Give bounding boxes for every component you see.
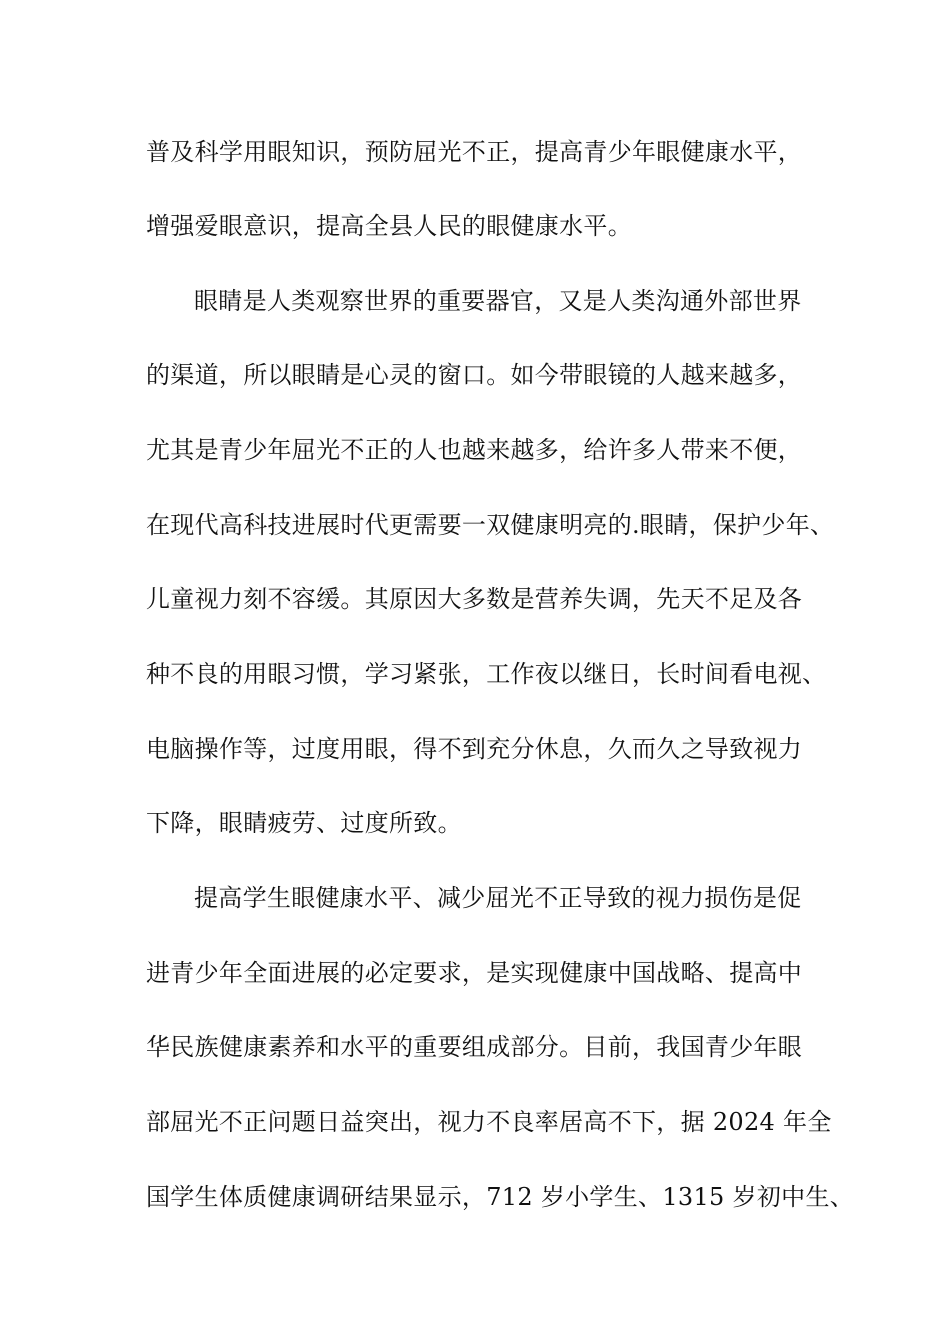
text-line: 尤其是青少年屈光不正的人也越来越多，给许多人带来不便， [146,436,803,464]
paragraph-start-line: 提高学生眼健康水平、减少屈光不正导致的视力损伤是促 [194,884,802,912]
text-line: 儿童视力刻不容缓。其原因大多数是营养失调，先天不足及各 [146,585,803,613]
text-line: 普及科学用眼知识，预防屈光不正，提高青少年眼健康水平， [146,138,803,166]
paragraph-start-line: 眼睛是人类观察世界的重要器官，又是人类沟通外部世界 [194,287,802,315]
text-line: 电脑操作等，过度用眼，得不到充分休息，久而久之导致视力 [146,735,803,763]
text-line: 在现代高科技进展时代更需要一双健康明亮的.眼睛，保护少年、 [146,511,835,539]
text-line: 的渠道，所以眼睛是心灵的窗口。如今带眼镜的人越来越多， [146,361,803,389]
text-line: 增强爱眼意识，提高全县人民的眼健康水平。 [146,212,632,240]
text-line: 进青少年全面进展的必定要求，是实现健康中国战略、提高中 [146,959,803,987]
text-line: 部屈光不正问题日益突出，视力不良率居高不下，据 2024 年全 [146,1108,832,1136]
text-line: 国学生体质健康调研结果显示，712 岁小学生、1315 岁初中生、 [146,1183,855,1211]
text-line: 华民族健康素养和水平的重要组成部分。目前，我国青少年眼 [146,1033,803,1061]
text-line: 种不良的用眼习惯，学习紧张，工作夜以继日，长时间看电视、 [146,660,827,688]
text-line: 下降，眼睛疲劳、过度所致。 [146,809,462,837]
